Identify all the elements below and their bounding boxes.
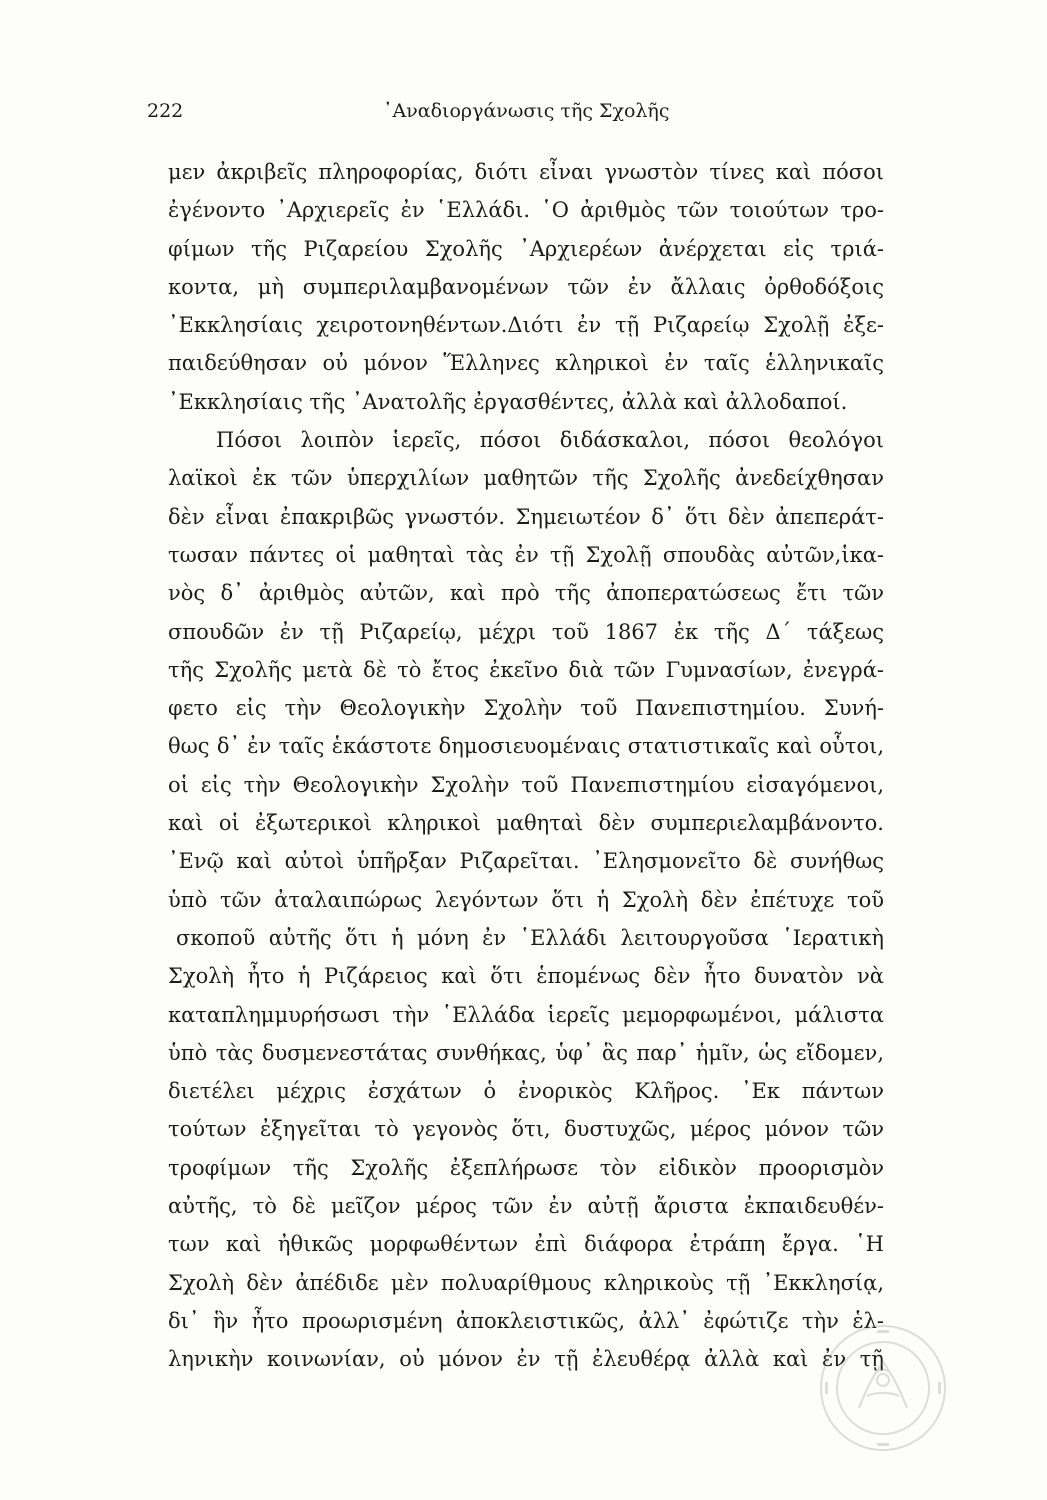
text-line: οἱ εἰς τὴν Θεολογικὴν Σχολὴν τοῦ Πανεπιστημίου εἰσαγόμενοι, (168, 772, 884, 797)
text-line: λαϊκοὶ ἐκ τῶν ὑπερχιλίων μαθητῶν τῆς Σχολῆς ἀνεδείχθησαν (168, 466, 884, 491)
text-line: δὲν εἶναι ἐπακριβῶς γνωστόν. Σημειωτέον δ᾿ ὅτι δὲν ἀπεπεράτ- (168, 504, 884, 529)
text-line: αὐτῆς, τὸ δὲ μεῖζον μέρος τῶν ἐν αὐτῇ ἄριστα ἐκπαιδευθέν- (168, 1194, 884, 1219)
text-line: των καὶ ἠθικῶς μορφωθέντων ἐπὶ διάφορα ἐτράπη ἔργα. ῾Η (168, 1232, 884, 1257)
text-line: τῆς Σχολῆς μετὰ δὲ τὸ ἔτος ἐκεῖνο διὰ τῶν Γυμνασίων, ἐνεγρά- (168, 657, 884, 682)
text-line: ἐγένοντο ᾿Αρχιερεῖς ἐν ῾Ελλάδι. ῾Ο ἀριθμὸς τῶν τοιούτων τρο- (168, 198, 884, 223)
text-line: θως δ᾿ ἐν ταῖς ἑκάστοτε δημοσιευομέναις στατιστικαῖς καὶ οὗτοι, (168, 734, 884, 759)
running-title: ᾿Αναδιοργάνωσις τῆς Σχολῆς (383, 100, 670, 122)
text-line: ὑπὸ τὰς δυσμενεστάτας συνθήκας, ὑφ᾿ ἃς παρ᾿ ἡμῖν, ὡς εἴδομεν, (168, 1040, 884, 1065)
text-line: διετέλει μέχρις ἐσχάτων ὁ ἐνορικὸς Κλῆρος. ᾿Εκ πάντων (168, 1079, 884, 1104)
text-line: ὑπὸ τῶν ἀταλαιπώρως λεγόντων ὅτι ἡ Σχολὴ δὲν ἐπέτυχε τοῦ (168, 887, 884, 912)
text-line: δι᾿ ἣν ἦτο προωρισμένη ἀποκλειστικῶς, ἀλλ᾿ ἐφώτιζε τὴν ἑλ- (168, 1308, 884, 1333)
text-line: παιδεύθησαν οὐ μόνον Ἕλληνες κληρικοὶ ἐν ταῖς ἑλληνικαῖς (168, 351, 884, 376)
text-line: μεν ἀκριβεῖς πληροφορίας, διότι εἶναι γνωστὸν τίνες καὶ πόσοι (168, 160, 884, 184)
text-line: καὶ οἱ ἐξωτερικοὶ κληρικοὶ μαθηταὶ δὲν συμπεριελαμβάνοντο. (168, 811, 884, 836)
text-line: ληνικὴν κοινωνίαν, οὐ μόνον ἐν τῇ ἐλευθέρᾳ ἀλλὰ καὶ ἐν τῇ (168, 1347, 884, 1372)
text-line: σκοποῦ αὐτῆς ὅτι ἡ μόνη ἐν ῾Ελλάδι λειτουργοῦσα ῾Ιερατικὴ (176, 925, 884, 950)
text-line: τούτων ἐξηγεῖται τὸ γεγονὸς ὅτι, δυστυχῶς, μέρος μόνον τῶν (168, 1117, 884, 1142)
running-head (147, 100, 889, 130)
text-line: ᾿Εκκλησίαις χειροτονηθέντων.Διότι ἐν τῇ Ριζαρείῳ Σχολῇ ἐξε- (168, 313, 884, 338)
text-line: Πόσοι λοιπὸν ἱερεῖς, πόσοι διδάσκαλοι, πόσοι θεολόγοι (216, 428, 884, 453)
text-line: Σχολὴ ἦτο ἡ Ριζάρειος καὶ ὅτι ἑπομένως δὲν ἦτο δυνατὸν νὰ (168, 964, 884, 989)
text-line: Σχολὴ δὲν ἀπέδιδε μὲν πολυαρίθμους κληρικοὺς τῇ ᾿Εκκλησίᾳ, (168, 1270, 884, 1295)
text-line: σπουδῶν ἐν τῇ Ριζαρείῳ, μέχρι τοῦ 1867 ἐκ τῆς Δ΄ τάξεως (168, 619, 884, 644)
text-line: τροφίμων τῆς Σχολῆς ἐξεπλήρωσε τὸν εἰδικὸν προορισμὸν (168, 1155, 884, 1180)
text-line: ᾿Ενῷ καὶ αὐτοὶ ὑπῆρξαν Ριζαρεῖται. ᾿Ελησμονεῖτο δὲ συνήθως (168, 849, 884, 874)
body-text (168, 153, 884, 1379)
library-seal-icon (817, 1322, 949, 1454)
page-number: 222 (147, 100, 184, 122)
text-line: κοντα, μὴ συμπεριλαμβανομένων τῶν ἐν ἄλλαις ὀρθοδόξοις (168, 274, 884, 299)
text-line: νὸς δ᾿ ἀριθμὸς αὐτῶν, καὶ πρὸ τῆς ἀποπερατώσεως ἔτι τῶν (168, 581, 884, 606)
text-line: ᾿Εκκλησίαις τῆς ᾿Ανατολῆς ἐργασθέντες, ἀλλὰ καὶ ἀλλοδαποί. (168, 389, 848, 414)
text-line: τωσαν πάντες οἱ μαθηταὶ τὰς ἐν τῇ Σχολῇ σπουδὰς αὐτῶν,ἱκα- (168, 542, 884, 567)
text-line: καταπλημμυρήσωσι τὴν ῾Ελλάδα ἱερεῖς μεμορφωμένοι, μάλιστα (168, 1002, 884, 1027)
text-line: φετο εἰς τὴν Θεολογικὴν Σχολὴν τοῦ Πανεπιστημίου. Συνή- (168, 696, 884, 721)
text-line: φίμων τῆς Ριζαρείου Σχολῆς ᾿Αρχιερέων ἀνέρχεται εἰς τριά- (168, 236, 884, 261)
